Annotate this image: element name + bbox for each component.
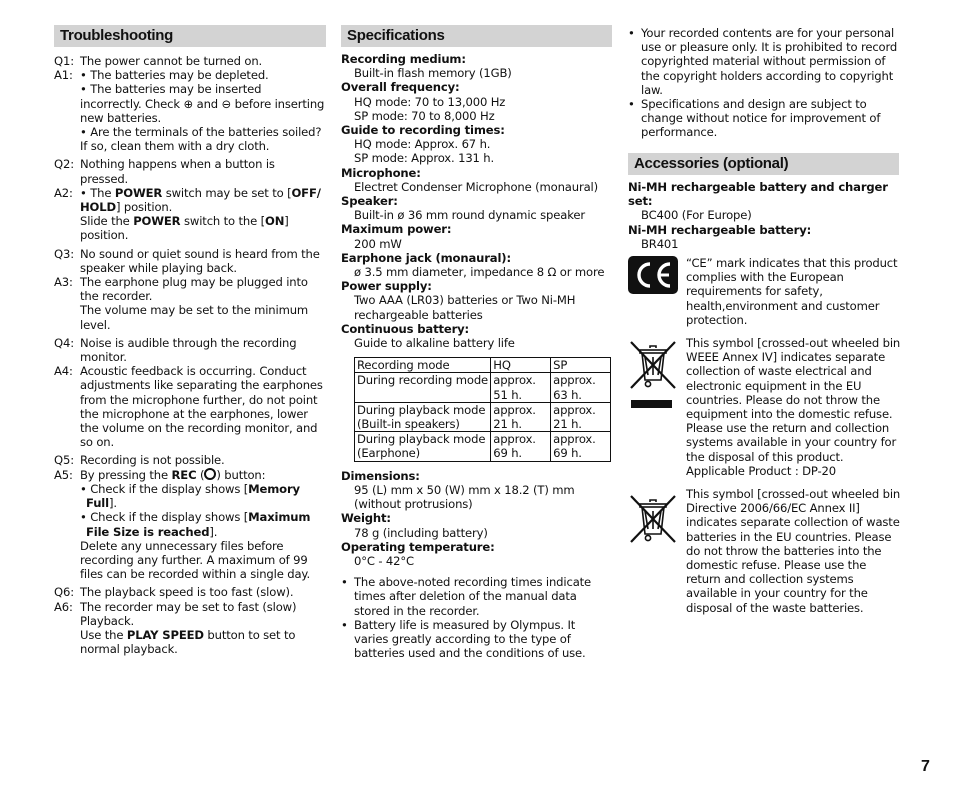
page-number: 7 bbox=[921, 758, 930, 775]
spec-notes bbox=[341, 575, 611, 660]
q3: Q3: No sound or quiet sound is heard from the speaker while playing back. bbox=[54, 246, 320, 275]
a5: A5: By pressing the REC ( ) button: • Check if the display shows [Memory Full]. • Check if the display shows [Maximum File Size is reached]. Delete any unnecessary files before recording any further. A maximum of 99 files can be recorded within a single day. bbox=[54, 467, 311, 582]
q5: Q5: Recording is not possible. bbox=[54, 453, 225, 468]
weee-bin-icon bbox=[628, 340, 678, 413]
list-item: • Your recorded contents are for your personal use or pleasure only. It is prohibited to record copyrighted material without permission of the copyright holders according to copyright law. bbox=[628, 26, 898, 97]
troubleshooting-heading: Troubleshooting bbox=[54, 25, 326, 47]
battery-life-table bbox=[354, 357, 611, 461]
a3: A3: The earphone plug may be plugged into the recorder. The volume may be set to the minimum level. bbox=[54, 275, 309, 332]
accessories-heading: Accessories (optional) bbox=[628, 153, 899, 175]
q2: Q2: Nothing happens when a button is pressed. bbox=[54, 157, 275, 186]
a4: A4: Acoustic feedback is occurring. Conduct adjustments like separating the earphones from the microphone further, do not point the microphone at the earphones, lower the volume on the recording monitor, and so on. bbox=[54, 364, 323, 450]
a1: A1: • The batteries may be depleted. • The batteries may be inserted incorrectly. Check ⊕ and ⊖ before inserting new batteries. • Are the terminals of the batteries soiled? If so, clean them with a dry cloth. bbox=[54, 68, 325, 154]
list-item: • Specifications and design are subject to change without notice for improvement of performance. bbox=[628, 97, 881, 140]
battery-directive-text: This symbol [crossed-out wheeled bin Directive 2006/66/EC Annex II] indicates separate collection of waste batteries in the EU countries. Please do not throw the batteries into the domestic refuse. Please use the return and collection systems available in your country for the disposal of the waste batteries. bbox=[686, 487, 901, 615]
a2: A2: • The POWER switch may be set to [OFF/ HOLD] position. Slide the POWER switch to the [ON] position. bbox=[54, 185, 321, 243]
ce-mark-icon bbox=[628, 256, 678, 297]
plus-terminal-icon: ⊕ bbox=[183, 96, 194, 111]
a6: A6: The recorder may be set to fast (slow) Playback. Use the PLAY SPEED button to set to normal playback. bbox=[54, 599, 297, 657]
table-row: During recording mode approx. 51 h. approx. 63 h. bbox=[355, 373, 611, 402]
table-row: During playback mode (Earphone) approx. 69 h. approx. 69 h. bbox=[355, 432, 611, 461]
ce-mark-text: “CE” mark indicates that this product complies with the European requirements for safety, health,environment and customer protection. bbox=[686, 256, 898, 327]
minus-terminal-icon: ⊖ bbox=[221, 96, 232, 111]
weee-text: This symbol [crossed-out wheeled bin WEEE Annex IV] indicates separate collection of waste electrical and electronic equipment in the EU countries. Please do not throw the equipment into the domestic refuse. Please use the return and collection systems available in your country for the disposal of this product. Applicable Product : DP-20 bbox=[686, 336, 901, 478]
table-header-row: Recording mode HQ SP bbox=[355, 358, 611, 373]
list-item: • The above-noted recording times indicate times after deletion of the manual data stored in the recorder. bbox=[341, 575, 592, 618]
list-item: • Battery life is measured by Olympus. It varies greatly according to the type of batteries used and the conditions of use. bbox=[341, 617, 586, 661]
right-notes bbox=[628, 26, 900, 140]
q6: Q6: The playback speed is too fast (slow). bbox=[54, 585, 294, 600]
accessories-list: Ni-MH rechargeable battery and charger set: BC400 (For Europe) Ni-MH rechargeable battery: BR401 bbox=[628, 180, 888, 251]
specifications-list: Recording medium: Built-in flash memory (1GB) Overall frequency: HQ mode: 70 to 13,000 Hz SP mode: 70 to 8,000 Hz Guide to recording times: HQ mode: Approx. 67 h. SP mode: Approx. 131 h. Microphone: Electret Condenser Microphone (monaural) Speaker: Built-in ø 36 mm round dynamic speaker Maximum power: 200 mW Earphone jack (monaural): ø 3.5 mm diameter, impedance 8 Ω or more Power supply: Two AAA (LR03) batteries or Two Ni-MH rechargeable batteries Continuous battery: Guide to alkaline battery life Recording mode HQ SP During recording mode approx. 51 h. approx. 63 h. During playback mode (Built-in speakers) approx. 21 h. approx. 21 h. During playback mode (Earphone) approx. 69 h. approx. 69 h. Dimensions: 95 (L) mm x 50 (W) mm x 18.2 (T) mm (without protrusions) Weight: 78 g (including battery) Operating temperature: 0°C - 42°C • The above-noted recording times indicate times after deletion of the manual data stored in the recorder. • Battery life is measured by Olympus. It varies greatly according to the type of batteries used and the conditions of use. bbox=[341, 52, 611, 660]
specifications-heading: Specifications bbox=[341, 25, 612, 47]
troubleshooting-list bbox=[54, 54, 326, 660]
q4: Q4: Noise is audible through the recording monitor. bbox=[54, 335, 297, 365]
q1: Q1: The power cannot be turned on. bbox=[54, 54, 263, 68]
battery-directive-bin-icon bbox=[628, 494, 678, 547]
rec-button-icon bbox=[204, 468, 216, 480]
table-row: During playback mode (Built-in speakers) approx. 21 h. approx. 21 h. bbox=[355, 402, 611, 431]
